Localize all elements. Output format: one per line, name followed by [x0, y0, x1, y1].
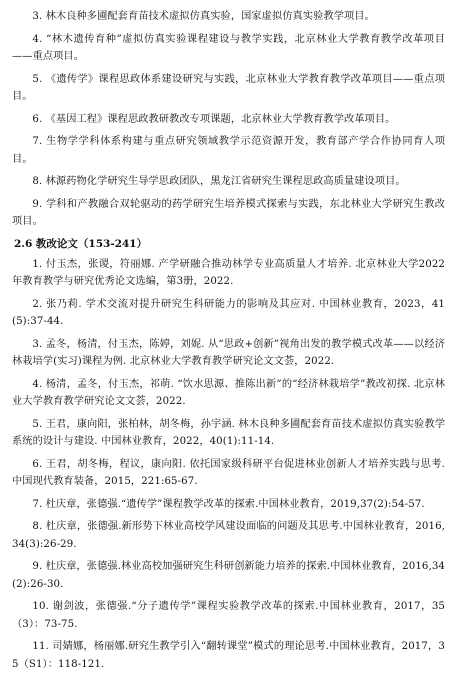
- project-item: 7. 生物学学科体系构建与重点研究领域教学示范资源开发，教育部产学合作协同育人项目。: [12, 136, 445, 165]
- paper-item: 4. 杨清，孟冬，付玉杰，祁萌. “饮水思源、推陈出新”的“经济林栽培学”教改初探. 北京林业大学教育教学研究论文文荟，2022.: [12, 378, 445, 407]
- project-item: 9. 学科和产教融合双轮驱动的药学研究生培养模式探索与实践，东北林业大学研究生教改项目。: [12, 198, 445, 227]
- paper-item: 9. 杜庆章，张德强.林业高校加强研究生科研创新能力培养的探索.中国林业教育，2016,34(2):26-30.: [12, 561, 445, 590]
- project-item: 5. 《遗传学》课程思政体系建设研究与实践，北京林业大学教育教学改革项目——重点项目。: [12, 73, 445, 102]
- paper-item: 8. 杜庆章，张德强.新形势下林业高校学风建设面临的问题及其思考.中国林业教育，2016,34(3):26-29.: [12, 521, 445, 550]
- paper-item: 11. 司婧娜，杨丽娜.研究生教学引入“翻转课堂”模式的理论思考.中国林业教育，2017，35（S1）：118-121.: [12, 641, 445, 670]
- paper-item: 7. 杜庆章，张德强.“遗传学”课程教学改革的探索.中国林业教育，2019,37(2):54-57.: [32, 498, 425, 510]
- paper-item: 2. 张乃莉. 学术交流对提升研究生科研能力的影响及其应对. 中国林业教育，2023，41(5):37-44.: [12, 298, 445, 327]
- paper-item: 3. 孟冬，杨清，付玉杰，陈婷，刘妮. 从“思政+创新”视角出发的教学模式改革——以经济林栽培学(实习)课程为例. 北京林业大学教育教学研究论文文荟，2022.: [12, 338, 445, 367]
- project-item: 8. 林源药物化学研究生导学思政团队，黑龙江省研究生课程思政高质量建设项目。: [32, 176, 406, 187]
- paper-item: 6. 王君，胡冬梅，程议，康向阳. 依托国家级科研平台促进林业创新人才培养实践与思考. 中国现代教育装备，2015，221:65-67.: [12, 458, 445, 487]
- paper-item: 10. 谢剑波，张德强.“分子遗传学”课程实验教学改革的探索.中国林业教育，2017，35（3）：73-75.: [12, 601, 445, 630]
- paper-item: 5. 王君，康向阳，张柏林，胡冬梅，孙宇涵. 林木良种多圃配套育苗技术虚拟仿真实验教学系统的设计与建设. 中国林业教育，2022，40(1):11-14.: [12, 418, 445, 447]
- project-item: 4. “林木遗传育种”虚拟仿真实验课程建设与教学实践，北京林业大学教育教学改革项目——重点项目。: [12, 33, 445, 62]
- section-heading: 2.6 教改论文（153-241）: [14, 237, 148, 250]
- project-item: 3. 林木良种多圃配套育苗技术虚拟仿真实验，国家虚拟仿真实验教学项目。: [32, 11, 375, 22]
- project-item: 6. 《基因工程》课程思政教研教改专项课题，北京林业大学教育教学改革项目。: [32, 113, 396, 125]
- paper-item: 1. 付玉杰，张谡，符丽娜. 产学研融合推动林学专业高质量人才培养. 北京林业大学2022年教育教学与研究优秀论文选编，第3册，2022.: [12, 258, 445, 287]
